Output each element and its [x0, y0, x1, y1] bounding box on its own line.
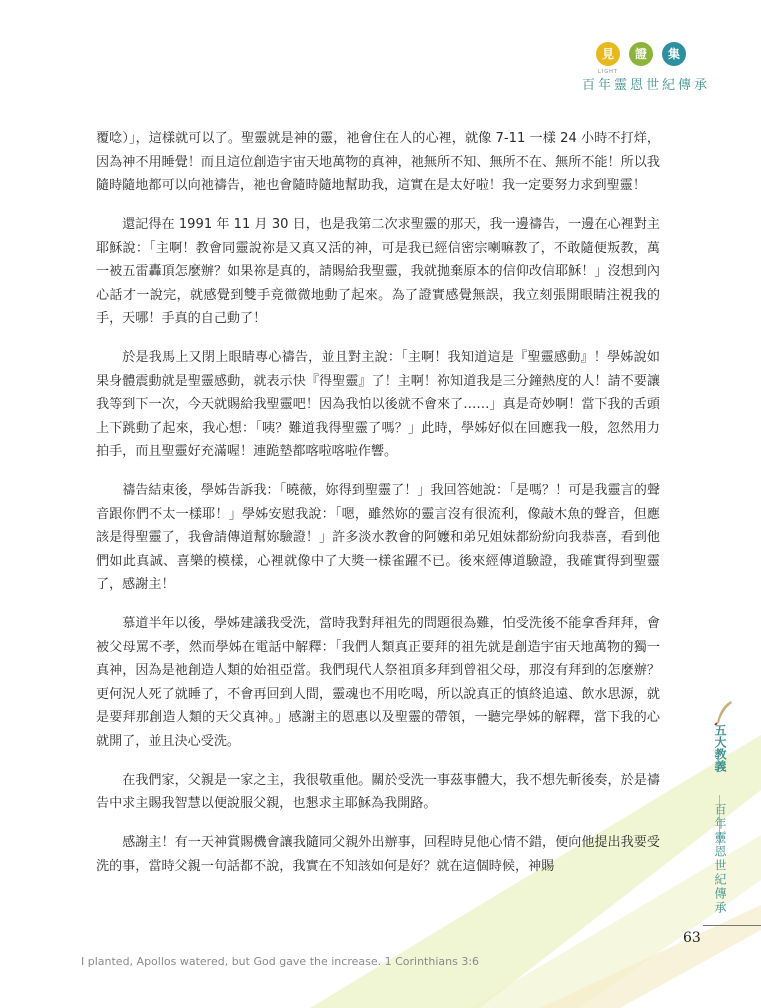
header-title: 百年靈恩世紀傳承: [582, 78, 711, 93]
page-number: 63: [683, 930, 701, 946]
paragraph: 感謝主！有一天神賞賜機會讓我隨同父親外出辦事，回程時見他心情不錯，便向他提出我要受洗的事，當時父親一句話都不說，我實在不知該如何是好？就在這個時候，神賜: [96, 835, 660, 874]
page-number-rule: [703, 925, 761, 926]
paragraph: 於是我馬上又閉上眼睛專心禱告，並且對主說：「主啊！我知道這是『聖靈感動』！學姊說如果身體震動就是聖靈感動，就表示快『得聖靈』了！主啊！祢知道我是三分鐘熱度的人！請不要讓我等到下一次，今天就賜給我聖靈吧！因為我怕以後就不會來了……」真是奇妙啊！當下我的舌頭上下跳動了起來，我心想：「咦？難道我得聖靈了嗎？」此時，學姊好似在回應我一般，忽然用力拍手，而且聖靈好充滿喔！連跪墊都喀啦喀啦作響。: [96, 350, 660, 459]
logo-circle-testimony: 證: [629, 42, 653, 66]
body-text: [96, 127, 660, 894]
paragraph: 覆唸）」，這樣就可以了。聖靈就是神的靈，祂會住在人的心裡，就像 7-11 一樣 24 小時不打烊，因為神不用睡覺！而且這位創造宇宙天地萬物的真神，祂無所不知、無所不在、無所不能！所以我隨時隨地都可以向祂禱告，祂也會隨時隨地幫助我，這實在是太好啦！我一定要努力求到聖靈！: [96, 131, 660, 193]
quill-icon: [711, 699, 737, 725]
paragraph: 在我們家，父親是一家之主，我很敬重他。關於受洗一事茲事體大，我不想先斬後奏，於是禱告中求主賜我智慧以便說服父親，也懇求主耶穌為我開路。: [96, 772, 660, 811]
paragraph: 禱告結束後，學姊告訴我：「曉薇，妳得到聖靈了！」我回答她說：「是嗎？！可是我靈言的聲音跟你們不太一樣耶！」學姊安慰我說：「嗯，雖然妳的靈言沒有很流利，像敲木魚的聲音，但應該是得聖靈了，我會請傳道幫妳驗證！」許多淡水教會的阿嬤和弟兄姐妹都紛紛向我恭喜，看到他們如此真誠、喜樂的模樣，心裡就像中了大獎一樣雀躍不已。後來經傳道驗證，我確實得到聖靈了，感謝主！: [96, 483, 660, 592]
footer-verse: I planted, Apollos watered, but God gave the increase. 1 Corinthians 3:6: [81, 955, 480, 968]
logo-circle-collection: 集: [662, 42, 686, 66]
section-label: 五大教義: [713, 724, 727, 772]
paragraph: 慕道半年以後，學姊建議我受洗，當時我對拜祖先的問題很為難，怕受洗後不能拿香拜拜，會被父母罵不孝，然而學姊在電話中解釋：「我們人類真正要拜的祖先就是創造宇宙天地萬物的獨一真神，因為是祂創造人類的始祖亞當。我們現代人祭祖頂多拜到曾祖父母，那沒有拜到的怎麼辦？更何況人死了就睡了，不會再回到人間，靈魂也不用吃喝，所以說真正的慎終追遠、飲水思源，就是要拜那創造人類的天父真神。」感謝主的恩惠以及聖靈的帶領，一聽完學姊的解釋，當下我的心就開了，並且決心受洗。: [96, 616, 660, 749]
paragraph: 還記得在 1991 年 11 月 30 日，也是我第二次求聖靈的那天，我一邊禱告，一邊在心裡對主耶穌說：「主啊！教會同靈說祢是又真又活的神，可是我已經信密宗喇嘛教了，不敢隨便叛教，萬一被五雷轟頂怎麼辦？如果祢是真的，請賜給我聖靈，我就拋棄原本的信仰改信耶穌！」沒想到內心話才一說完，就感覺到雙手竟微微地動了起來。為了證實感覺無誤，我立刻張開眼睛注視我的手，天哪！手真的自己動了！: [96, 217, 660, 326]
logo-subtitle: LIGHT: [598, 69, 618, 75]
logo-circle-witness: 見: [596, 42, 620, 66]
book-title-vertical: 百年靈恩世紀傳承: [713, 803, 727, 915]
book-logo: [582, 40, 750, 100]
